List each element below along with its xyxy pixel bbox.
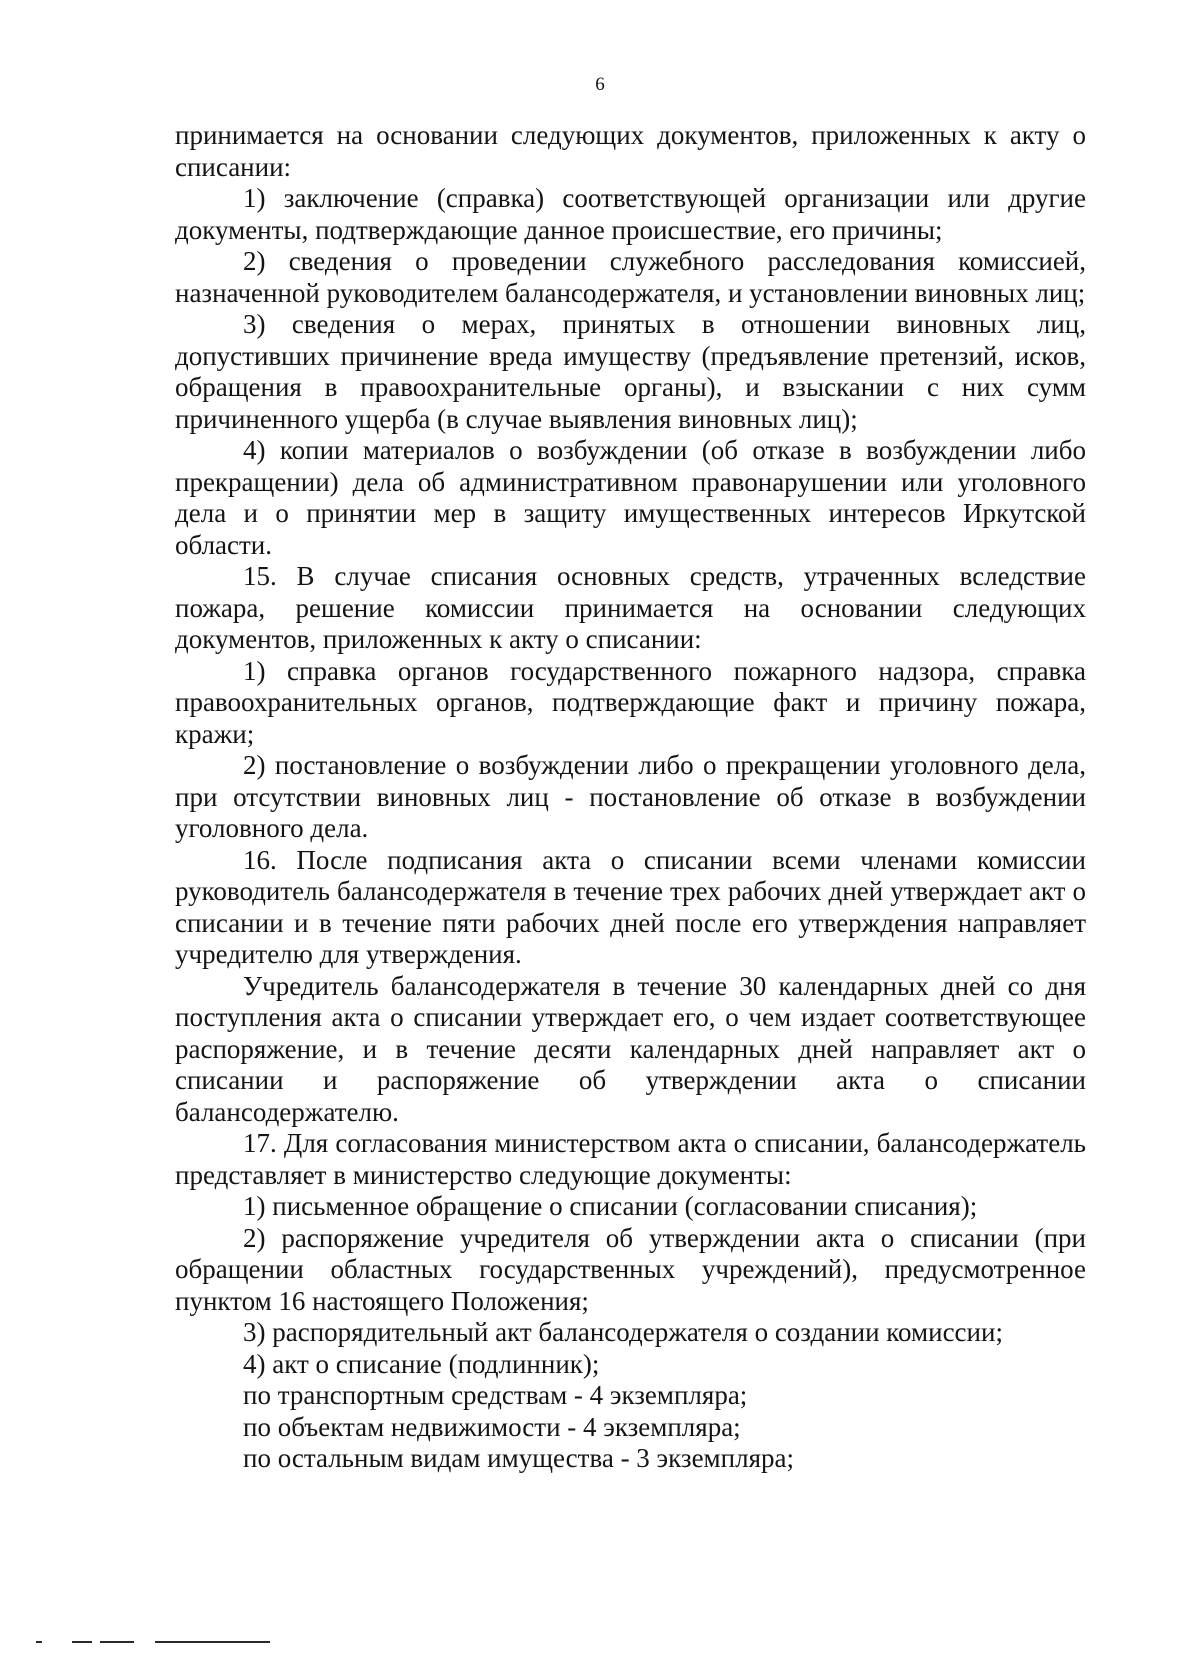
document-body (175, 120, 1086, 1475)
paragraph-17-item-1: 1) письменное обращение о списании (согласовании списания); (243, 1191, 978, 1221)
paragraph-15-item-1: 1) справка органов государственного пожарного надзора, справка правоохранительных органов, подтверждающие факт и причину пожара, кражи; (175, 655, 1086, 749)
footer-dash (36, 1641, 42, 1643)
paragraph-intro: принимается на основании следующих документов, приложенных к акту о списании: (175, 120, 1086, 182)
paragraph-17-item-4-other-property: по остальным видам имущества - 3 экземпляра; (243, 1443, 794, 1473)
paragraph-17-item-2: 2) распоряжение учредителя об утверждении акта о списании (при обращении областных государственных учреждений), предусмотренное пунктом 16 настоящего Положения; (175, 1222, 1086, 1316)
paragraph-16-continued: Учредитель балансодержателя в течение 30 календарных дней со дня поступления акта о списании утверждает его, о чем издает соответствующее распоряжение, и в течение десяти календарных дней направляет акт о списании и распоряжение об утверждении акта о списании балансодержателю. (175, 970, 1086, 1127)
paragraph-17-item-3: 3) распорядительный акт балансодержателя о создании комиссии; (243, 1317, 1003, 1347)
paragraph-15: 15. В случае списания основных средств, утраченных вследствие пожара, решение комиссии принимается на основании следующих документов, приложенных к акту о списании: (175, 561, 1086, 654)
paragraph-17-item-4-vehicles: по транспортным средствам - 4 экземпляра; (243, 1380, 748, 1410)
footer-dash (100, 1641, 134, 1643)
paragraph-17-item-4: 4) акт о списание (подлинник); (243, 1348, 600, 1379)
scan-footer-dashes (0, 1641, 300, 1645)
paragraph-14-item-3: 3) сведения о мерах, принятых в отношении виновных лиц, допустивших причинение вреда имуществу (предъявление претензий, исков, обращения в правоохранительные органы), и взыскании с них сумм причиненного ущерба (в случае выявления виновных лиц); (175, 309, 1086, 434)
paragraph-17: 17. Для согласования министерством акта о списании, балансодержатель представляет в министерство следующие документы: (175, 1128, 1086, 1190)
paragraph-14-item-4: 4) копии материалов о возбуждении (об отказе в возбуждении либо прекращении) дела об административном правонарушении или уголовного дела и о принятии мер в защиту имущественных интересов Иркутской области. (175, 435, 1086, 560)
paragraph-14-item-1: 1) заключение (справка) соответствующей организации или другие документы, подтверждающие данное происшествие, его причины; (175, 183, 1086, 245)
paragraph-17-item-4-real-estate: по объектам недвижимости - 4 экземпляра; (243, 1411, 741, 1442)
paragraph-16: 16. После подписания акта о списании всеми членами комиссии руководитель балансодержателя в течение трех рабочих дней утверждает акт о списании и в течение пяти рабочих дней после его утверждения направляет учредителю для утверждения. (175, 844, 1086, 969)
paragraph-15-item-2: 2) постановление о возбуждении либо о прекращении уголовного дела, при отсутствии виновных лиц - постановление об отказе в возбуждении уголовного дела. (175, 750, 1086, 843)
paragraph-14-item-2: 2) сведения о проведении служебного расследования комиссией, назначенной руководителем балансодержателя, и установлении виновных лиц; (175, 246, 1086, 308)
page-number: 6 (595, 74, 605, 95)
footer-dash (72, 1641, 92, 1643)
footer-dash (155, 1641, 270, 1643)
